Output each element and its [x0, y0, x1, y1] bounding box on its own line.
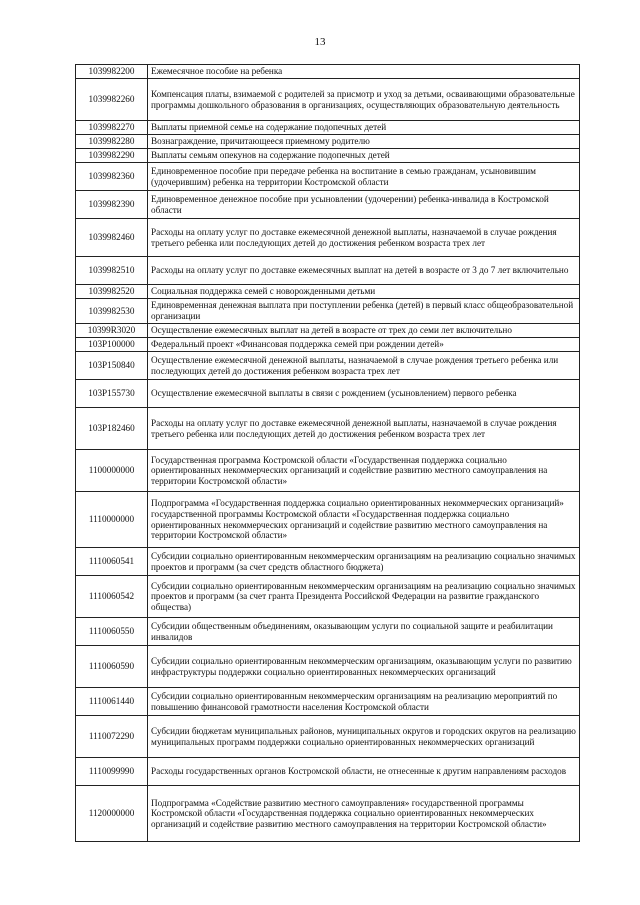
table-row — [76, 163, 580, 191]
table-row — [76, 338, 580, 352]
table-row — [76, 548, 580, 576]
table-row — [76, 786, 580, 842]
table-row — [76, 450, 580, 492]
row-code: 1120000000 — [76, 786, 148, 842]
row-name: Ежемесячное пособие на ребенка — [148, 65, 580, 79]
row-code: 1039982530 — [76, 299, 148, 324]
row-code: 1110060541 — [76, 548, 148, 576]
table-body — [76, 65, 580, 842]
row-code: 1110060590 — [76, 646, 148, 688]
row-name: Субсидии социально ориентированным некоммерческим организациям на реализацию социально значимых проектов и программ (за счет средств областного бюджета) — [148, 548, 580, 576]
row-code: 1110060542 — [76, 576, 148, 618]
row-name: Социальная поддержка семей с новорожденными детьми — [148, 285, 580, 299]
row-name: Осуществление ежемесячной выплаты в связи с рождением (усыновлением) первого ребенка — [148, 380, 580, 408]
row-name: Вознаграждение, причитающееся приемному родителю — [148, 135, 580, 149]
table-row — [76, 257, 580, 285]
row-code: 1039982270 — [76, 121, 148, 135]
row-name: Субсидии социально ориентированным некоммерческим организациям на реализацию мероприятий по повышению финансовой грамотности населения Костромской области — [148, 688, 580, 716]
row-name: Выплаты приемной семье на содержание подопечных детей — [148, 121, 580, 135]
row-name: Выплаты семьям опекунов на содержание подопечных детей — [148, 149, 580, 163]
row-code: 1039982520 — [76, 285, 148, 299]
row-code: 1110099990 — [76, 758, 148, 786]
row-name: Единовременное пособие при передаче ребенка на воспитание в семью гражданам, усыновившим (удочерившим) ребенка на территории Костромской области — [148, 163, 580, 191]
table-row — [76, 121, 580, 135]
row-code: 1039982390 — [76, 191, 148, 219]
row-code: 1039982260 — [76, 79, 148, 121]
row-code: 1039982200 — [76, 65, 148, 79]
table-row — [76, 79, 580, 121]
row-code: 1039982360 — [76, 163, 148, 191]
row-name: Расходы на оплату услуг по доставке ежемесячных выплат на детей в возрасте от 3 до 7 лет включительно — [148, 257, 580, 285]
table-row — [76, 380, 580, 408]
row-name: Расходы на оплату услуг по доставке ежемесячной денежной выплаты, назначаемой в случае рождения третьего ребенка или последующих детей до достижения ребенком возраста трех лет — [148, 219, 580, 257]
row-code: 103P182460 — [76, 408, 148, 450]
row-name: Расходы на оплату услуг по доставке ежемесячной денежной выплаты, назначаемой в случае рождения третьего ребенка или последующих детей до достижения ребенком возраста трех лет — [148, 408, 580, 450]
table-row — [76, 576, 580, 618]
row-code: 103P100000 — [76, 338, 148, 352]
page-number: 13 — [314, 36, 326, 48]
table-row — [76, 149, 580, 163]
row-name: Единовременное денежное пособие при усыновлении (удочерении) ребенка-инвалида в Костромской области — [148, 191, 580, 219]
table-row — [76, 285, 580, 299]
row-name: Субсидии бюджетам муниципальных районов, муниципальных округов и городских округов на реализацию муниципальных программ поддержки социально ориентированных некоммерческих организаций — [148, 716, 580, 758]
table-row — [76, 492, 580, 548]
table-row — [76, 716, 580, 758]
row-name: Субсидии социально ориентированным некоммерческим организациям на реализацию социально значимых проектов и программ (за счет гранта Президента Российской Федерации на развитие гражданского общества) — [148, 576, 580, 618]
row-name: Федеральный проект «Финансовая поддержка семей при рождении детей» — [148, 338, 580, 352]
row-code: 103P155730 — [76, 380, 148, 408]
row-name: Субсидии общественным объединениям, оказывающим услуги по социальной защите и реабилитации инвалидов — [148, 618, 580, 646]
table-row — [76, 299, 580, 324]
row-name: Подпрограмма «Содействие развитию местного самоуправления» государственной программы Костромской области «Государственная поддержка социально ориентированных некоммерческих организаций и содействие развитию местного самоуправления на территории Костромской области» — [148, 786, 580, 842]
row-code: 10399R3020 — [76, 324, 148, 338]
row-code: 1110000000 — [76, 492, 148, 548]
table-row — [76, 618, 580, 646]
row-name: Субсидии социально ориентированным некоммерческим организациям, оказывающим услуги по развитию инфраструктуры поддержки социально ориентированных некоммерческих организаций — [148, 646, 580, 688]
table-row — [76, 191, 580, 219]
row-name: Расходы государственных органов Костромской области, не отнесенные к другим направлениям расходов — [148, 758, 580, 786]
table-row — [76, 352, 580, 380]
row-name: Подпрограмма «Государственная поддержка социально ориентированных некоммерческих организаций» государственной программы Костромской области «Государственная поддержка социально ориентированных некоммерческих организаций и содействие развитию местного самоуправления на территории Костромской области» — [148, 492, 580, 548]
row-name: Компенсация платы, взимаемой с родителей за присмотр и уход за детьми, осваивающими образовательные программы дошкольного образования в организациях, осуществляющих образовательную деятельность — [148, 79, 580, 121]
table-row — [76, 688, 580, 716]
table-row — [76, 646, 580, 688]
row-code: 1100000000 — [76, 450, 148, 492]
row-code: 1039982290 — [76, 149, 148, 163]
table-row — [76, 758, 580, 786]
row-code: 103P150840 — [76, 352, 148, 380]
budget-code-table — [75, 64, 580, 842]
row-code: 1110060550 — [76, 618, 148, 646]
table-row — [76, 408, 580, 450]
table-row — [76, 135, 580, 149]
row-name: Осуществление ежемесячной денежной выплаты, назначаемой в случае рождения третьего ребенка или последующих детей до достижения ребенком возраста трех лет — [148, 352, 580, 380]
row-name: Осуществление ежемесячных выплат на детей в возрасте от трех до семи лет включительно — [148, 324, 580, 338]
row-code: 1110072290 — [76, 716, 148, 758]
table-row — [76, 219, 580, 257]
row-name: Единовременная денежная выплата при поступлении ребенка (детей) в первый класс общеобразовательной организации — [148, 299, 580, 324]
row-code: 1039982510 — [76, 257, 148, 285]
row-name: Государственная программа Костромской области «Государственная поддержка социально ориентированных некоммерческих организаций и содействие развитию местного самоуправления на территории Костромской области» — [148, 450, 580, 492]
row-code: 1110061440 — [76, 688, 148, 716]
row-code: 1039982460 — [76, 219, 148, 257]
table-row — [76, 65, 580, 79]
table-row — [76, 324, 580, 338]
row-code: 1039982280 — [76, 135, 148, 149]
